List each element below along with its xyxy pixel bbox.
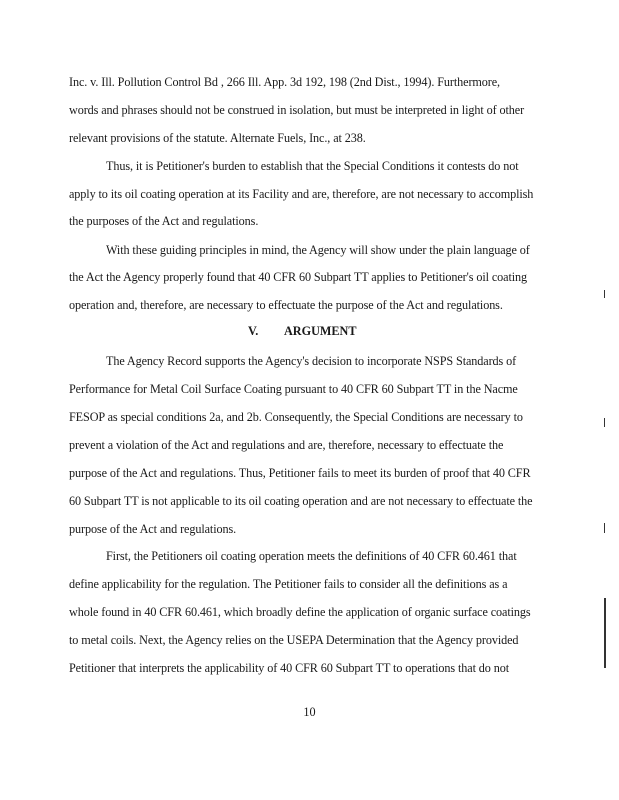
- text-line: Thus, it is Petitioner's burden to establish that the Special Conditions it contests do not: [106, 159, 519, 173]
- text-line: purpose of the Act and regulations.: [69, 522, 237, 536]
- text-line: First, the Petitioners oil coating operation meets the definitions of 40 CFR 60.461 that: [106, 549, 517, 563]
- text-line: define applicability for the regulation. The Petitioner fails to consider all the definitions as a: [69, 577, 508, 591]
- text-line: operation and, therefore, are necessary to effectuate the purpose of the Act and regulations.: [69, 298, 503, 312]
- section-number: V.: [248, 324, 259, 338]
- text-line: 60 Subpart TT is not applicable to its oil coating operation and are not necessary to effectuate the: [69, 494, 533, 508]
- text-line: Petitioner that interprets the applicability of 40 CFR 60 Subpart TT to operations that do not: [69, 661, 510, 675]
- text-line: apply to its oil coating operation at its Facility and are, therefore, are not necessary to accomplish: [69, 187, 534, 201]
- text-line: relevant provisions of the statute. Alternate Fuels, Inc., at 238.: [69, 131, 366, 145]
- text-line: With these guiding principles in mind, the Agency will show under the plain language of: [106, 243, 530, 257]
- text-line: the Act the Agency properly found that 40 CFR 60 Subpart TT applies to Petitioner's oil coating: [69, 270, 528, 284]
- section-title: ARGUMENT: [284, 324, 357, 338]
- text-line: whole found in 40 CFR 60.461, which broadly define the application of organic surface coatings: [69, 605, 531, 619]
- text-line: the purposes of the Act and regulations.: [69, 214, 259, 228]
- scan-artifact: [604, 598, 606, 668]
- text-line: to metal coils. Next, the Agency relies on the USEPA Determination that the Agency provided: [69, 633, 519, 647]
- scan-artifact: [604, 418, 605, 427]
- text-line: purpose of the Act and regulations. Thus, Petitioner fails to meet its burden of proof that 40 CFR: [69, 466, 531, 480]
- text-line: FESOP as special conditions 2a, and 2b. Consequently, the Special Conditions are necessary to: [69, 410, 523, 424]
- scan-artifact: [604, 523, 605, 533]
- text-line: The Agency Record supports the Agency's decision to incorporate NSPS Standards of: [106, 354, 517, 368]
- scan-artifact: [604, 290, 605, 298]
- text-line: words and phrases should not be construed in isolation, but must be interpreted in light of other: [69, 103, 525, 117]
- page-number: 10: [303, 705, 316, 719]
- text-line: Performance for Metal Coil Surface Coating pursuant to 40 CFR 60 Subpart TT in the Nacme: [69, 382, 518, 396]
- text-line: prevent a violation of the Act and regulations and are, therefore, necessary to effectuate the: [69, 438, 504, 452]
- text-line: Inc. v. Ill. Pollution Control Bd , 266 Ill. App. 3d 192, 198 (2nd Dist., 1994). Furthermore,: [69, 75, 501, 89]
